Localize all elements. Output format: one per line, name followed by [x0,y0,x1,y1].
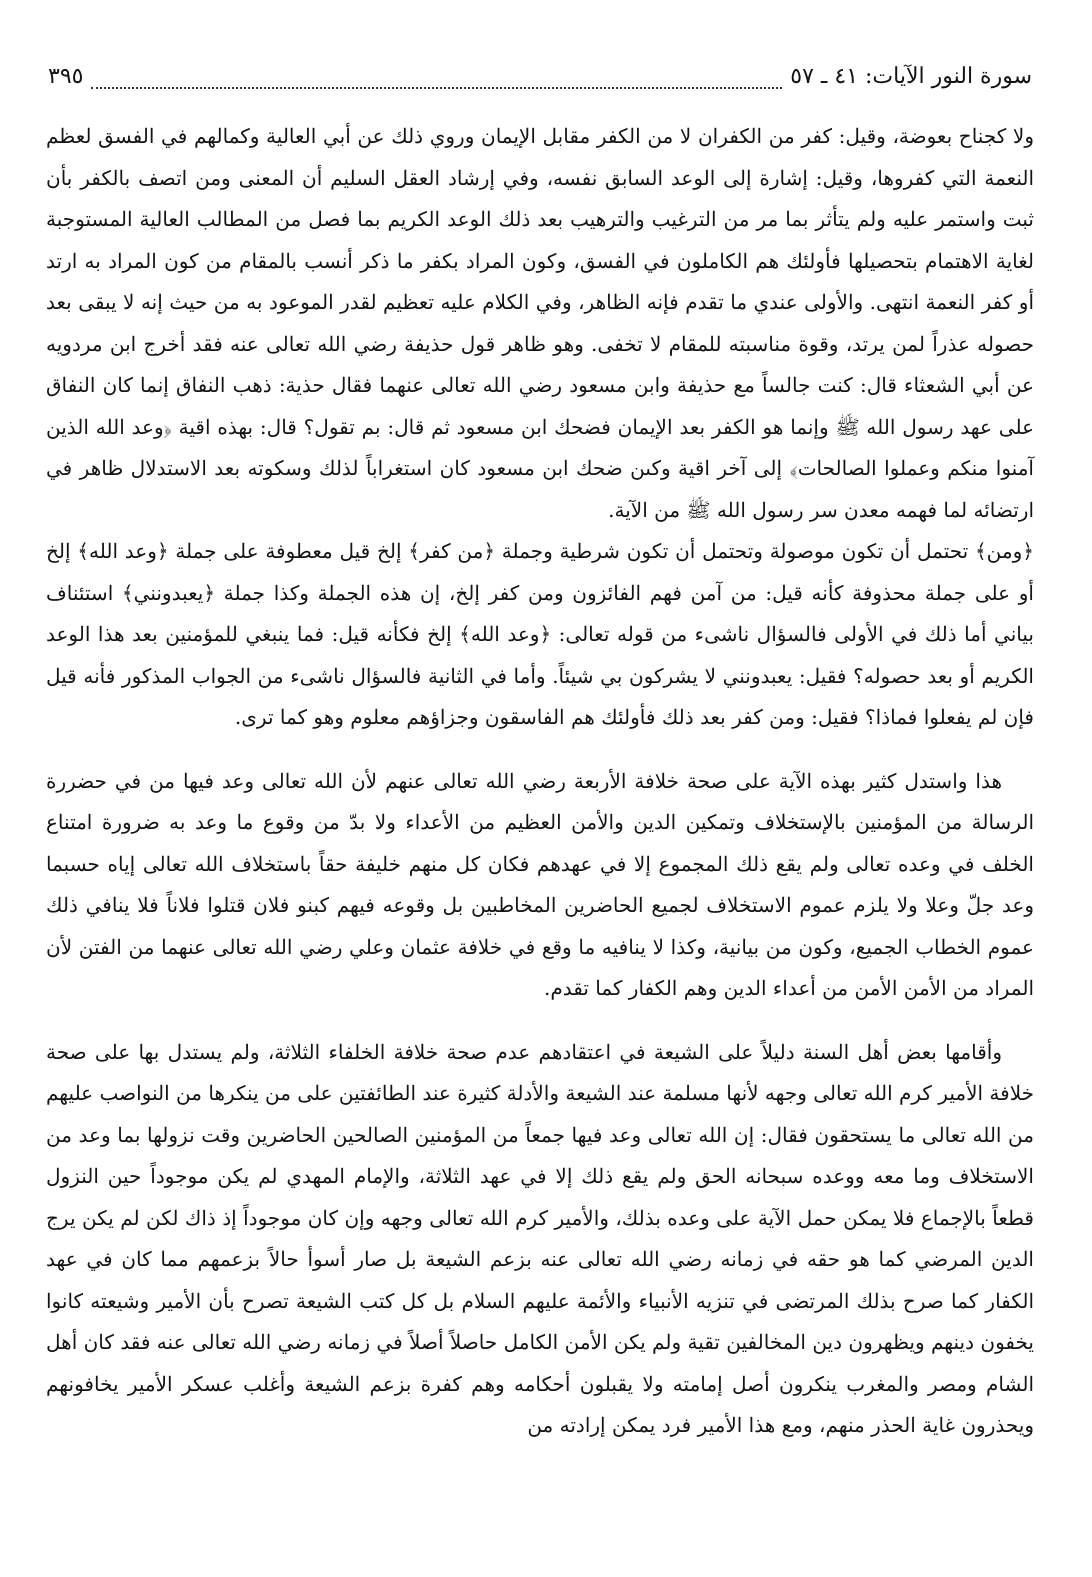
paragraph-4: وأقامها بعض أهل السنة دليلاً على الشيعة في اعتقادهم عدم صحة خلافة الخلفاء الثلاثة، ولم يستدل بها على صحة خلافة الأمير كرم الله تعالى وجهه لأنها مسلمة عند الشيعة والأدلة كثيرة عند الطائفتين على من ينكرها من النواصب عليهم من الله تعالى ما يستحقون فقال: إن الله تعالى وعد فيها جمعاً من المؤمنين الصالحين الحاضرين وقت نزولها بما وعد من الاستخلاف وما معه ووعده سبحانه الحق ولم يقع ذلك إلا في عهد الثلاثة، والإمام المهدي لم يكن موجوداً حين النزول قطعاً بالإجماع فلا يمكن حمل الآية على وعده بذلك، والأمير كرم الله تعالى وجهه وإن كان موجوداً إذ ذاك لكن لم يكن يرج الدين المرضي كما هو حقه في زمانه رضي الله تعالى عنه بزعم الشيعة بل صار أسوأ حالاً بزعمهم مما كان في عهد الكفار كما صرح بذلك المرتضى في تنزيه الأنبياء والأئمة عليهم السلام بل كل كتب الشيعة تصرح بأن الأمير وشيعته كانوا يخفون دينهم ويظهرون دين المخالفين تقية ولم يكن الأمن الكامل حاصلاً أصلاً في زمانه رضي الله تعالى عنه فقد كان أهل الشام ومصر والمغرب ينكرون أصل إمامته ولا يقبلون أحكامه وهم كفرة بزعم الشيعة وأغلب عسكر الأمير يخافونهم ويحذرون غاية الحذر منهم، ومع هذا الأمير فرد يمكن إرادته من [46,1039,1034,1437]
page-body [46,116,1034,1447]
paragraph-1: ولا كجناح بعوضة، وقيل: كفر من الكفران لا من الكفر مقابل الإيمان وروي ذلك عن أبي العالية وكمالهم في الفسق لعظم النعمة التي كفروها، وقيل: إشارة إلى الوعد السابق نفسه، وفي إرشاد العقل السليم أن المعنى ومن اتصف بالكفر بأن ثبت واستمر عليه ولم يتأثر بما مر من الترغيب والترهيب بعد ذلك الوعد الكريم بما فصل من المطالب العالية المستوجبة لغاية الاهتمام بتحصيلها فأولئك هم الكاملون في الفسق، وكون المراد بكفر ما ذكر أنسب بالمقام من كون المراد به ارتد أو كفر النعمة انتهى. والأولى عندي ما تقدم فإنه الظاهر، وفي الكلام عليه تعظيم لقدر الموعود به من حيث إنه لا يبقى بعد حصوله عذراً لمن يرتد، وقوة مناسبته للمقام لا تخفى. وهو ظاهر قول حذيفة رضي الله تعالى عنه فقد أخرج ابن مردويه عن أبي الشعثاء قال: كنت جالساً مع حذيفة وابن مسعود رضي الله تعالى عنهما فقال حذية: ذهب النفاق إنما كان النفاق على عهد رسول الله ﷺ وإنما هو الكفر بعد الإيمان فضحك ابن مسعود ثم قال: بم تقول؟ قال: بهذه اقية ﴿وعد الله الذين آمنوا منكم وعملوا الصالحات﴾ إلى آخر اقية وكىن ضحك ابن مسعود كان استغراباً لذلك وسكوته بعد الاستدلال ظاهر في ارتضائه لما فهمه معدن سر رسول الله ﷺ من الآية. [46,124,1035,522]
running-header [48,64,1032,100]
paragraph-3: هذا واستدل كثير بهذه الآية على صحة خلافة الأربعة رضي الله تعالى عنهم لأن الله تعالى وعد فيها من في حضررة الرسالة من المؤمنين بالإستخلاف وتمكين الدين والأمن العظيم من الأعداء ولا بدّ من وقوع ما وعد به ضرورة امتناع الخلف في وعده تعالى ولم يقع ذلك المجموع إلا في عهدهم فكان كل منهم خليفة حقاً باستخلاف الله تعالى إياه حسبما وعد جلّ وعلا ولا يلزم عموم الاستخلاف لجميع الحاضرين المخاطبين بل وقوعه فيهم كبنو فلان قتلوا فلاناً فلا ينافي ذلك عموم الخطاب الجميع، وكون من بيانية، وكذا لا ينافيه ما وقع في خلافة عثمان وعلي رضي الله تعالى عنهما من الفتن لأن المراد من الأمن الأمن من أعداء الدين وهم الكفار كما تقدم. [46,768,1034,1000]
header-title: سورة النور الآيات: ٤١ ـ ٥٧ [790,64,1032,89]
page-number: ٣٩٥ [48,64,84,89]
header-dot-leader [91,87,782,89]
paragraph-2: ﴿ومن﴾ تحتمل أن تكون موصولة وتحتمل أن تكون شرطية وجملة ﴿من كفر﴾ إلخ قيل معطوفة على جملة ﴿وعد الله﴾ إلخ أو على جملة محذوفة كأنه قيل: من آمن فهم الفائزون ومن كفر إلخ، إن هذه الجملة وكذا جملة ﴿يعبدونني﴾ استئناف بياني أما ذلك في الأولى فالسؤال ناشىء من قوله تعالى: ﴿وعد الله﴾ إلخ فكأنه قيل: فما ينبغي للمؤمنين بعد هذا الوعد الكريم أو بعد حصوله؟ فقيل: يعبدونني لا يشركون بي شيئاً. وأما في الثانية فالسؤال ناشىء من الجواب المذكور فأنه قيل فإن لم يفعلوا فماذا؟ فقيل: ومن كفر بعد ذلك فأولئك هم الفاسقون وجزاؤهم معلوم وهو كما ترى. [46,539,1034,729]
